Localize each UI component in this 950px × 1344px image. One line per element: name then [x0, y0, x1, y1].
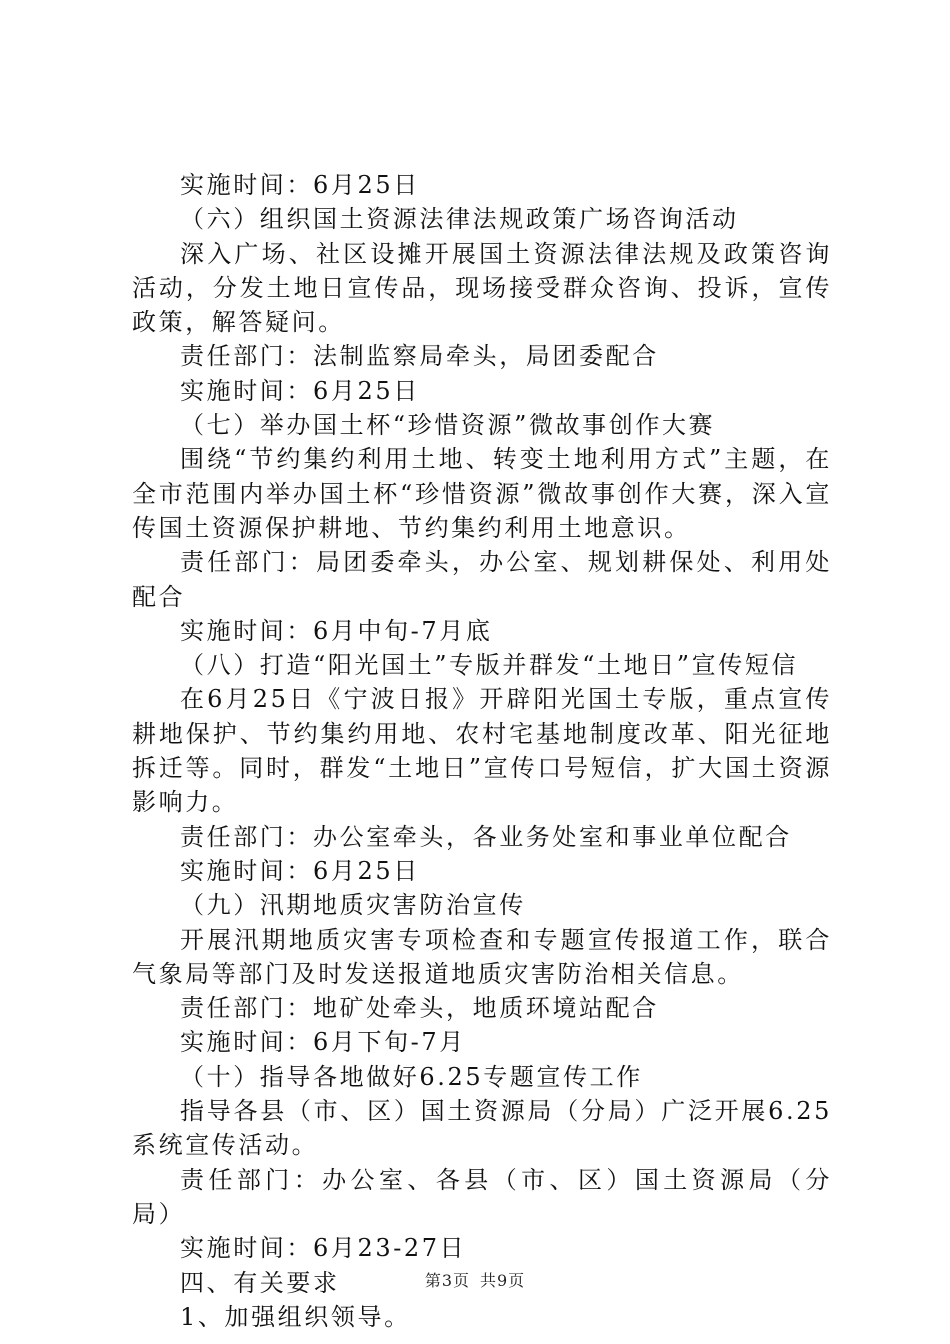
- page-footer: [0, 1268, 950, 1291]
- page-total: 共9页: [480, 1271, 526, 1290]
- paragraph: 围绕“节约集约利用土地、转变土地利用方式”主题，在全市范围内举办国土杯“珍惜资源”微故事创作大赛，深入宣传国土资源保护耕地、节约集约利用土地意识。: [132, 445, 832, 542]
- section-heading: 四、有关要求: [180, 1268, 340, 1297]
- paragraph: 实施时间：6月23-27日: [180, 1234, 467, 1263]
- page-number: 第3页: [424, 1271, 470, 1290]
- paragraph: 责任部门：办公室、各县（市、区）国土资源局（分局）: [132, 1165, 832, 1228]
- section-heading: （八）打造“阳光国土”专版并群发“土地日”宣传短信: [180, 651, 799, 680]
- paragraph: 1、加强组织领导。: [180, 1302, 411, 1331]
- paragraph: 实施时间：6月下旬-7月: [180, 1028, 466, 1057]
- document-body: [132, 168, 832, 1334]
- paragraph: 开展汛期地质灾害专项检查和专题宣传报道工作，联合气象局等部门及时发送报道地质灾害防治相关信息。: [132, 925, 832, 988]
- paragraph: 实施时间：6月25日: [180, 376, 420, 405]
- paragraph: 实施时间：6月中旬-7月底: [180, 616, 493, 645]
- paragraph: 在6月25日《宁波日报》开辟阳光国土专版，重点宣传耕地保护、节约集约用地、农村宅基地制度改革、阳光征地拆迁等。同时，群发“土地日”宣传口号短信，扩大国土资源影响力。: [132, 685, 832, 817]
- section-heading: （六）组织国土资源法律法规政策广场咨询活动: [180, 205, 739, 234]
- paragraph: 责任部门：办公室牵头，各业务处室和事业单位配合: [180, 822, 792, 851]
- paragraph: 责任部门：法制监察局牵头，局团委配合: [180, 342, 659, 371]
- paragraph: 实施时间：6月25日: [180, 171, 420, 199]
- section-heading: （七）举办国土杯“珍惜资源”微故事创作大赛: [180, 411, 716, 440]
- section-heading: （九）汛期地质灾害防治宣传: [180, 891, 526, 920]
- paragraph: 责任部门：地矿处牵头，地质环境站配合: [180, 994, 659, 1023]
- paragraph: 指导各县（市、区）国土资源局（分局）广泛开展6.25系统宣传活动。: [132, 1097, 832, 1160]
- section-heading: （十）指导各地做好6.25专题宣传工作: [180, 1062, 643, 1091]
- paragraph: 深入广场、社区设摊开展国土资源法律法规及政策咨询活动，分发土地日宣传品，现场接受群众咨询、投诉，宣传政策，解答疑问。: [132, 239, 832, 337]
- paragraph: 责任部门：局团委牵头，办公室、规划耕保处、利用处配合: [132, 548, 832, 611]
- paragraph: 实施时间：6月25日: [180, 856, 420, 885]
